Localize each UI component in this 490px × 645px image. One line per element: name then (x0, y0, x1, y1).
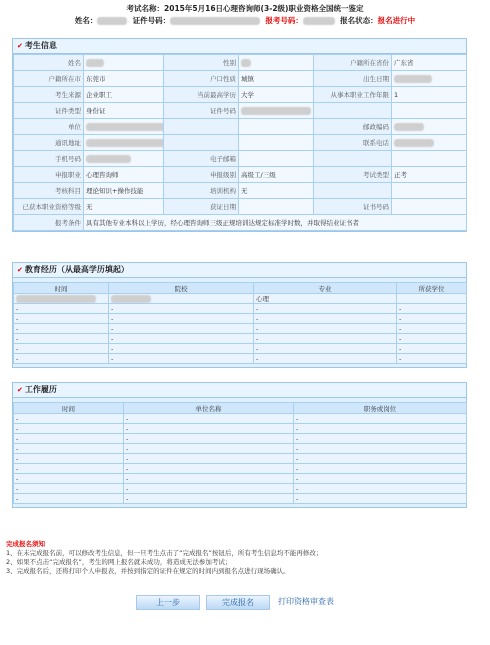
reg-label: 报考号码： (265, 16, 303, 25)
field-label: 考试类型 (314, 167, 392, 183)
field-label: 手机号码 (14, 151, 84, 167)
table-cell: - (14, 474, 124, 484)
table-row (14, 454, 467, 464)
candidate-row (14, 119, 467, 135)
field-label: 邮政编码 (314, 119, 392, 135)
table-cell: - (397, 354, 467, 364)
table-cell: - (14, 464, 124, 474)
redacted-value (86, 155, 131, 163)
field-label: 单位 (14, 119, 84, 135)
field-value (239, 151, 314, 167)
field-label: 证件号码 (164, 103, 239, 119)
field-label (164, 135, 239, 151)
field-value (392, 183, 467, 199)
field-label: 培训机构 (164, 183, 239, 199)
status-value: 报名进行中 (377, 16, 416, 25)
finish-button[interactable]: 完成报名 (206, 595, 270, 610)
table-cell: - (124, 494, 294, 504)
table-cell: - (14, 424, 124, 434)
table-cell: 心理 (254, 294, 397, 304)
field-label: 申报级别 (164, 167, 239, 183)
candidate-row (14, 87, 467, 103)
candidate-summary-line (0, 15, 490, 26)
field-value: 高级工/三级 (239, 167, 314, 183)
field-value (84, 151, 164, 167)
work-panel (12, 382, 467, 508)
table-cell: - (294, 474, 467, 484)
table-row (14, 324, 467, 334)
table-cell: - (14, 484, 124, 494)
print-button[interactable]: 打印资格审查表 (278, 597, 334, 606)
candidate-row (14, 71, 467, 87)
table-row (14, 304, 467, 314)
field-label: 申报职业 (14, 167, 84, 183)
column-header: 职务或岗位 (294, 403, 467, 414)
table-cell: - (254, 354, 397, 364)
field-value: 1 (392, 87, 467, 103)
education-title: ✔ 教育经历（从最高学历填起） (13, 263, 466, 278)
table-cell: - (294, 484, 467, 494)
field-label: 出生日期 (314, 71, 392, 87)
table-cell: - (254, 334, 397, 344)
table-cell: - (124, 484, 294, 494)
column-header: 时间 (14, 403, 124, 414)
notes-line-1: 1、在未完成报名前，可以修改考生信息，但一旦考生点击了“完成报名”按钮后，所有考生信息均不能再修改； (6, 549, 323, 557)
field-value: 广东省 (392, 55, 467, 71)
table-cell: - (14, 444, 124, 454)
table-cell (14, 294, 109, 304)
table-cell: - (397, 334, 467, 344)
notes-line-2: 2、如果不点击“完成报名”，考生的网上报名就未成功，将造成无法参加考试； (6, 558, 232, 566)
table-cell: - (14, 314, 109, 324)
candidate-row (14, 135, 467, 151)
table-cell: - (124, 434, 294, 444)
table-row (14, 314, 467, 324)
redacted-value (394, 123, 424, 131)
work-title: ✔ 工作履历 (13, 383, 466, 398)
table-cell: - (254, 314, 397, 324)
name-redacted (97, 17, 127, 25)
field-label: 考核科目 (14, 183, 84, 199)
exam-label: 考试名称： (126, 4, 165, 13)
field-label (164, 119, 239, 135)
field-value: 无 (84, 199, 164, 215)
table-cell: - (254, 324, 397, 334)
redacted-value (241, 107, 311, 115)
table-row (14, 424, 467, 434)
field-label: 户籍所在市 (14, 71, 84, 87)
table-cell: - (14, 324, 109, 334)
field-label: 报考条件 (14, 215, 84, 231)
field-label: 已获本职业资格等级 (14, 199, 84, 215)
table-cell: - (14, 304, 109, 314)
table-row (14, 444, 467, 454)
field-value: 心理咨询师 (84, 167, 164, 183)
field-label: 姓名 (14, 55, 84, 71)
field-value (239, 199, 314, 215)
table-cell: - (124, 454, 294, 464)
field-value: 企业职工 (84, 87, 164, 103)
table-cell: - (109, 314, 254, 324)
column-header: 院校 (109, 283, 254, 294)
table-cell: - (124, 414, 294, 424)
candidate-info-panel (12, 38, 467, 232)
field-value (392, 103, 467, 119)
field-value: 大学 (239, 87, 314, 103)
exam-title-line (0, 3, 490, 14)
prev-button[interactable]: 上一步 (136, 595, 200, 610)
table-cell: - (294, 414, 467, 424)
work-table (13, 402, 467, 504)
table-row (14, 334, 467, 344)
table-cell: - (294, 444, 467, 454)
table-cell: - (397, 314, 467, 324)
column-header: 所获学位 (397, 283, 467, 294)
redacted-value (394, 75, 432, 83)
redacted-value (86, 139, 164, 147)
table-cell: - (109, 344, 254, 354)
field-label: 证书号码 (314, 199, 392, 215)
notes-section (6, 540, 486, 576)
table-cell: - (109, 354, 254, 364)
candidate-info-table (13, 54, 467, 231)
candidate-info-title: ✔ 考生信息 (13, 39, 466, 54)
exam-name: 2015年5月16日心理咨询师(3-2级)职业资格全国统一鉴定 (164, 4, 364, 13)
redacted-value (111, 295, 151, 303)
candidate-row (14, 199, 467, 215)
status-label: 报名状态： (340, 16, 378, 25)
field-value (84, 119, 164, 135)
table-cell: - (14, 354, 109, 364)
table-row (14, 414, 467, 424)
table-row (14, 484, 467, 494)
field-value (392, 71, 467, 87)
field-label: 联系电话 (314, 135, 392, 151)
field-value (392, 135, 467, 151)
table-cell: - (14, 334, 109, 344)
candidate-row (14, 183, 467, 199)
candidate-row (14, 151, 467, 167)
check-icon: ✔ (17, 266, 23, 274)
field-value (392, 199, 467, 215)
table-row (14, 344, 467, 354)
table-cell: - (124, 444, 294, 454)
candidate-row (14, 103, 467, 119)
candidate-row (14, 215, 467, 231)
table-cell: - (294, 424, 467, 434)
field-value: 身份证 (84, 103, 164, 119)
field-value (239, 119, 314, 135)
column-header: 专业 (254, 283, 397, 294)
name-label: 姓名： (74, 16, 98, 25)
field-label: 户口性质 (164, 71, 239, 87)
field-value: 具有其他专业本科以上学历，经心理咨询师三级正规培训达规定标准学时数，并取得结业证书者 (84, 215, 467, 231)
field-label: 当前最高学历 (164, 87, 239, 103)
field-value: 东莞市 (84, 71, 164, 87)
field-value: 城镇 (239, 71, 314, 87)
table-cell: - (124, 464, 294, 474)
table-cell: - (397, 304, 467, 314)
candidate-row (14, 55, 467, 71)
field-label: 从事本职业工作年限 (314, 87, 392, 103)
table-cell: - (14, 454, 124, 464)
check-icon: ✔ (17, 386, 23, 394)
table-cell: - (294, 434, 467, 444)
field-value (239, 135, 314, 151)
table-row (14, 294, 467, 304)
field-value (392, 119, 467, 135)
table-cell: - (294, 464, 467, 474)
column-header: 时间 (14, 283, 109, 294)
table-row (14, 354, 467, 364)
reg-redacted (303, 17, 335, 25)
field-value: 正考 (392, 167, 467, 183)
table-row (14, 434, 467, 444)
table-cell: - (124, 424, 294, 434)
field-label (314, 151, 392, 167)
table-cell: - (14, 494, 124, 504)
redacted-value (16, 295, 96, 303)
field-label (314, 103, 392, 119)
table-cell: - (109, 324, 254, 334)
table-cell: - (397, 344, 467, 354)
id-redacted (170, 17, 260, 25)
column-header: 单位名称 (124, 403, 294, 414)
id-label: 证件号码： (132, 16, 171, 25)
field-value (392, 151, 467, 167)
field-label: 电子邮箱 (164, 151, 239, 167)
education-table (13, 282, 467, 364)
table-row (14, 474, 467, 484)
check-icon: ✔ (17, 42, 23, 50)
table-cell: - (124, 474, 294, 484)
table-cell: - (14, 414, 124, 424)
field-label: 获证日期 (164, 199, 239, 215)
field-value (84, 55, 164, 71)
table-cell: - (254, 344, 397, 354)
table-cell: - (109, 334, 254, 344)
education-panel (12, 262, 467, 368)
table-cell: - (14, 344, 109, 354)
field-value: 理论知识+操作技能 (84, 183, 164, 199)
field-label: 证件类型 (14, 103, 84, 119)
table-cell: - (109, 304, 254, 314)
field-value (239, 55, 314, 71)
table-cell (109, 294, 254, 304)
table-cell: - (14, 434, 124, 444)
redacted-value (86, 123, 164, 131)
notes-title: 完成报名须知 (6, 540, 45, 548)
redacted-value (241, 59, 251, 67)
field-value (239, 103, 314, 119)
table-cell: - (294, 454, 467, 464)
table-cell: - (397, 324, 467, 334)
field-label: 性别 (164, 55, 239, 71)
field-label: 考生来源 (14, 87, 84, 103)
field-label (314, 183, 392, 199)
table-cell: - (254, 304, 397, 314)
field-label: 通讯地址 (14, 135, 84, 151)
field-label: 户籍所在省份 (314, 55, 392, 71)
redacted-value (86, 59, 104, 67)
notes-line-3: 3、完成报名后，还将打印个人申报表，并按到指定的证件在规定的时间内到报名点进行现场确认。 (6, 567, 290, 575)
field-value: 无 (239, 183, 314, 199)
table-cell (397, 294, 467, 304)
redacted-value (394, 139, 434, 147)
table-row (14, 494, 467, 504)
table-cell: - (294, 494, 467, 504)
candidate-row (14, 167, 467, 183)
table-row (14, 464, 467, 474)
field-value (84, 135, 164, 151)
